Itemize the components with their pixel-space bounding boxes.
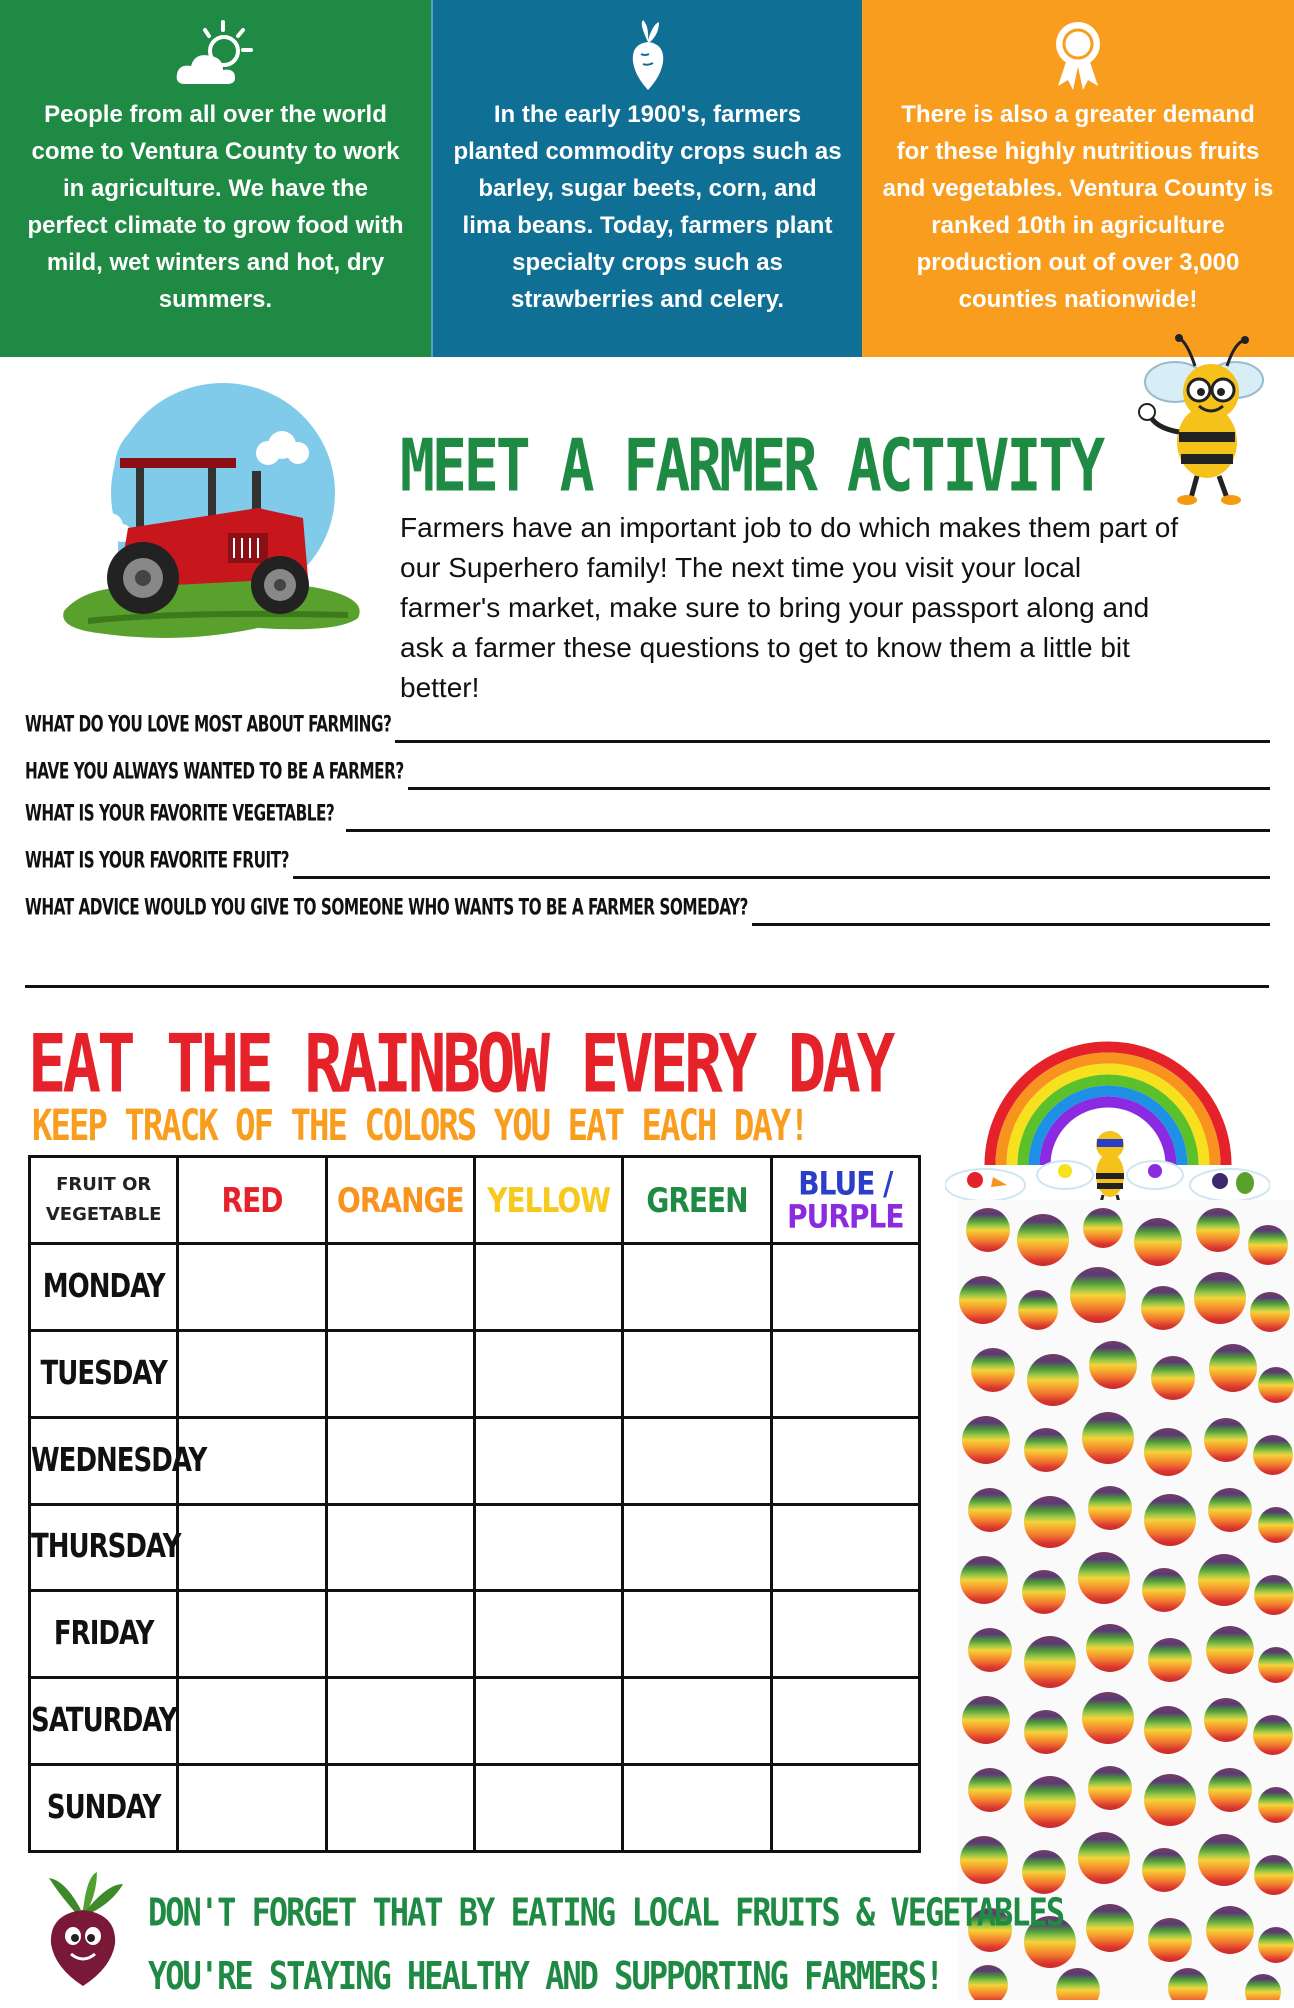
header-line: FRUIT OR (56, 1174, 152, 1195)
color-tracker-table (28, 1155, 921, 1853)
tracker-cell[interactable] (771, 1330, 919, 1417)
answer-line[interactable] (293, 876, 1270, 879)
tracker-cell[interactable] (474, 1244, 622, 1331)
tracker-cell[interactable] (771, 1504, 919, 1591)
tracker-cell[interactable] (771, 1417, 919, 1504)
tracker-cell[interactable] (326, 1591, 474, 1678)
header-label: PURPLE (787, 1197, 904, 1236)
tracker-cell[interactable] (623, 1244, 771, 1331)
header-label: GREEN (646, 1180, 748, 1220)
tracker-cell[interactable] (326, 1504, 474, 1591)
answer-line[interactable] (752, 923, 1270, 926)
section-divider (25, 985, 1269, 988)
question-row (25, 711, 1270, 743)
info-panel-text: People from all over the world come to Ventura County to work in agriculture. We have the perfect climate to grow food with mild, wet winters and hot, dry summers. (27, 101, 404, 313)
day-label: SATURDAY (30, 1678, 178, 1765)
tracker-cell[interactable] (326, 1330, 474, 1417)
info-panel-ranking (862, 0, 1294, 357)
table-row (30, 1765, 920, 1852)
day-label: THURSDAY (30, 1504, 178, 1591)
header-orange (326, 1157, 474, 1244)
tracker-cell[interactable] (623, 1765, 771, 1852)
info-panel-text: There is also a greater demand for these highly nutritious fruits and vegetables. Ventura County is ranked 10th in agriculture production out of over 3,000 counties nationwide! (882, 101, 1274, 313)
question-label: HAVE YOU ALWAYS WANTED TO BE A FARMER? (25, 758, 404, 785)
meet-farmer-intro: Farmers have an important job to do which makes them part of our Superhero family! The next time you visit your local farmer's market, make sure to bring your passport along and ask a farmer these questions to get to know them a little bit better! (400, 512, 1179, 703)
rainbow-illustration (945, 1015, 1270, 1215)
header-label: YELLOW (487, 1180, 611, 1220)
produce-collage-illustration (958, 1200, 1294, 2000)
tracker-cell[interactable] (326, 1765, 474, 1852)
day-label: TUESDAY (30, 1330, 178, 1417)
rainbow-title: EAT THE RAINBOW EVERY DAY (28, 1019, 892, 1112)
question-label: WHAT DO YOU LOVE MOST ABOUT FARMING? (25, 711, 392, 738)
day-label: SUNDAY (30, 1765, 178, 1852)
tracker-cell[interactable] (623, 1330, 771, 1417)
info-panel-history (431, 0, 862, 357)
tracker-cell[interactable] (771, 1765, 919, 1852)
sun-cloud-icon (171, 14, 261, 96)
table-row (30, 1417, 920, 1504)
tractor-illustration (58, 383, 368, 648)
table-header-row (30, 1157, 920, 1244)
table-row (30, 1678, 920, 1765)
question-label: WHAT ADVICE WOULD YOU GIVE TO SOMEONE WHO WANTS TO BE A FARMER SOMEDAY? (25, 894, 748, 921)
header-label: ORANGE (337, 1180, 464, 1220)
tracker-cell[interactable] (623, 1591, 771, 1678)
header-label: BLUE / (798, 1164, 893, 1203)
tracker-cell[interactable] (474, 1504, 622, 1591)
footer-line: DON'T FORGET THAT BY EATING LOCAL FRUITS & VEGETABLES (148, 1889, 1064, 1935)
tracker-cell[interactable] (474, 1591, 622, 1678)
bee-mascot-illustration (1135, 332, 1270, 507)
question-row (25, 894, 1270, 926)
table-row (30, 1244, 920, 1331)
question-label: WHAT IS YOUR FAVORITE VEGETABLE? (25, 800, 335, 827)
info-panels (0, 0, 1294, 357)
footer-line: YOU'RE STAYING HEALTHY AND SUPPORTING FARMERS! (148, 1953, 943, 1999)
tracker-cell[interactable] (326, 1244, 474, 1331)
table-row (30, 1504, 920, 1591)
header-label: RED (221, 1180, 283, 1220)
header-green (623, 1157, 771, 1244)
tracker-cell[interactable] (178, 1765, 326, 1852)
question-row (25, 800, 1270, 832)
tracker-cell[interactable] (771, 1591, 919, 1678)
tracker-cell[interactable] (178, 1678, 326, 1765)
rainbow-subtitle: KEEP TRACK OF THE COLORS YOU EAT EACH DAY! (32, 1101, 808, 1151)
answer-line[interactable] (408, 787, 1270, 790)
tracker-cell[interactable] (178, 1504, 326, 1591)
tracker-cell[interactable] (326, 1417, 474, 1504)
tracker-cell[interactable] (771, 1678, 919, 1765)
footer-message (148, 1881, 1063, 2008)
tracker-cell[interactable] (178, 1591, 326, 1678)
tracker-cell[interactable] (474, 1765, 622, 1852)
meet-farmer-title: MEET A FARMER ACTIVITY (400, 423, 1103, 508)
tracker-cell[interactable] (474, 1417, 622, 1504)
info-panel-climate (0, 0, 431, 357)
beet-icon (623, 14, 673, 96)
table-row (30, 1330, 920, 1417)
header-red (178, 1157, 326, 1244)
day-label: WEDNESDAY (30, 1417, 178, 1504)
header-yellow (474, 1157, 622, 1244)
tracker-cell[interactable] (326, 1678, 474, 1765)
question-label: WHAT IS YOUR FAVORITE FRUIT? (25, 847, 289, 874)
day-label: FRIDAY (30, 1591, 178, 1678)
question-row (25, 758, 1270, 790)
table-row (30, 1591, 920, 1678)
tracker-cell[interactable] (178, 1244, 326, 1331)
beet-mascot-illustration (35, 1870, 130, 1990)
award-ribbon-icon (1048, 14, 1108, 96)
tracker-cell[interactable] (474, 1330, 622, 1417)
tracker-cell[interactable] (771, 1244, 919, 1331)
header-fruit-or-vegetable (30, 1157, 178, 1244)
header-line: VEGETABLE (45, 1204, 162, 1225)
info-panel-text: In the early 1900's, farmers planted commodity crops such as barley, sugar beets, corn, and lima beans. Today, farmers plant specialty crops such as strawberries and celery. (453, 101, 842, 313)
tracker-cell[interactable] (178, 1330, 326, 1417)
day-label: MONDAY (30, 1244, 178, 1331)
answer-line[interactable] (346, 829, 1270, 832)
tracker-cell[interactable] (623, 1417, 771, 1504)
tracker-cell[interactable] (623, 1678, 771, 1765)
question-row (25, 847, 1270, 879)
header-blue-purple (771, 1157, 919, 1244)
tracker-cell[interactable] (623, 1504, 771, 1591)
tracker-cell[interactable] (474, 1678, 622, 1765)
answer-line[interactable] (395, 740, 1270, 743)
